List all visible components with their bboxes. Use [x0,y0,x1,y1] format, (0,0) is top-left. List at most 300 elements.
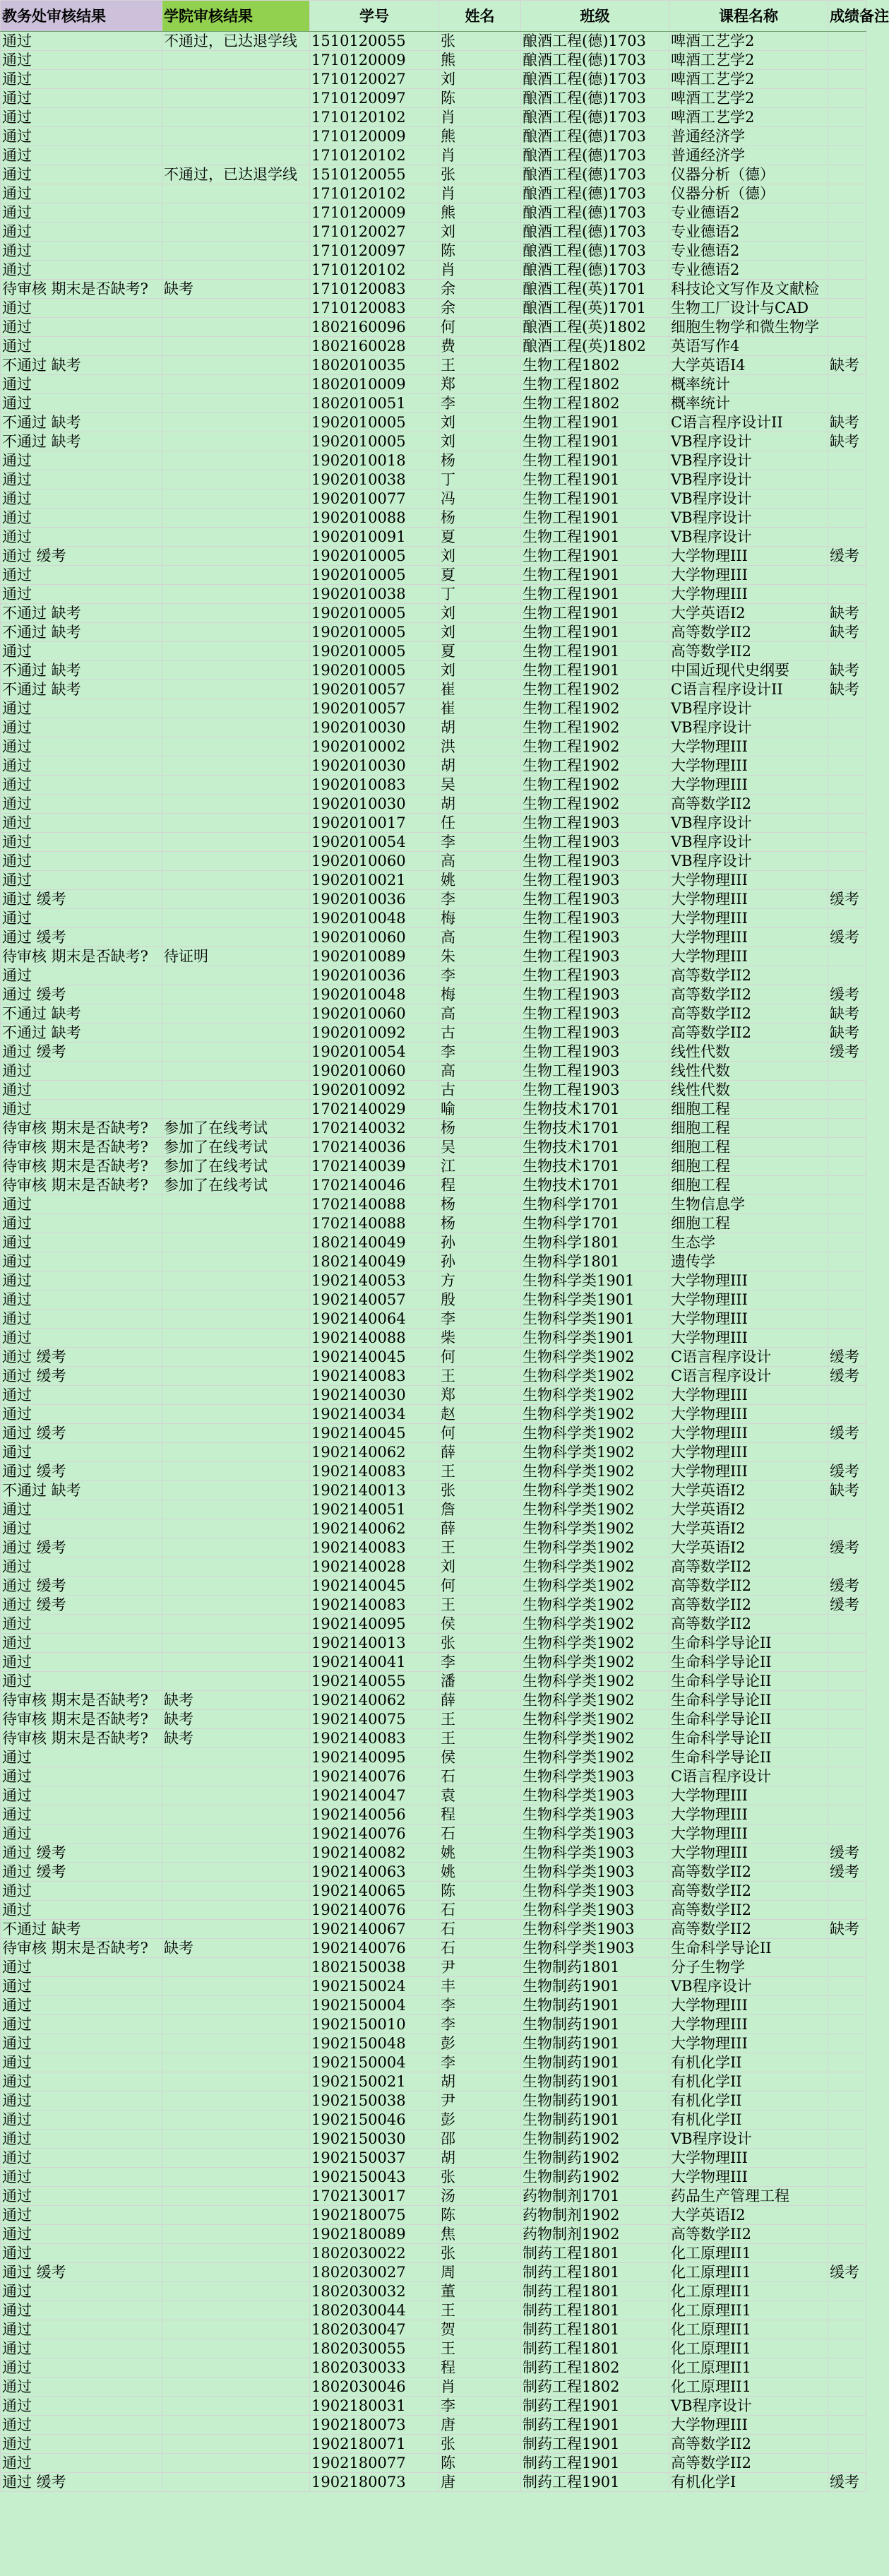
cell-class[interactable]: 酿酒工程(英)1701 [521,299,669,318]
cell-grade-note[interactable]: 缺考 [828,1920,866,1939]
cell-class[interactable]: 生物工程1903 [521,1043,669,1062]
cell-name[interactable]: 夏 [439,642,521,661]
cell-college-review[interactable] [162,737,310,756]
cell-grade-note[interactable] [828,1443,866,1462]
cell-student-id[interactable]: 1902010018 [310,451,439,470]
header-name[interactable]: 姓名 [439,1,521,32]
cell-dean-review[interactable]: 通过 [1,1634,162,1653]
cell-student-id[interactable]: 1902140062 [310,1443,439,1462]
cell-student-id[interactable]: 1710120102 [310,184,439,203]
cell-class[interactable]: 生物工程1901 [521,489,669,509]
cell-dean-review[interactable]: 通过 [1,203,162,222]
cell-student-id[interactable]: 1902140095 [310,1748,439,1767]
cell-class[interactable]: 生物科学类1902 [521,1405,669,1424]
cell-student-id[interactable]: 1702140046 [310,1176,439,1195]
cell-course[interactable]: 啤酒工艺学2 [669,70,828,89]
cell-course[interactable]: 化工原理II1 [669,2320,828,2339]
cell-dean-review[interactable]: 通过 [1,1786,162,1805]
cell-student-id[interactable]: 1702140029 [310,1100,439,1119]
cell-college-review[interactable] [162,432,310,451]
cell-dean-review[interactable]: 通过 [1,1805,162,1824]
cell-student-id[interactable]: 1710120009 [310,127,439,146]
cell-grade-note[interactable]: 缺考 [828,604,866,623]
cell-name[interactable]: 陈 [439,242,521,261]
cell-course[interactable]: 大学物理III [669,1443,828,1462]
cell-student-id[interactable]: 1902010091 [310,528,439,547]
cell-class[interactable]: 酿酒工程(德)1703 [521,32,669,51]
cell-course[interactable]: 大学物理III [669,2416,828,2435]
cell-college-review[interactable] [162,2339,310,2358]
cell-name[interactable]: 喻 [439,1100,521,1119]
cell-college-review[interactable] [162,1538,310,1557]
cell-course[interactable]: VB程序设计 [669,718,828,737]
cell-course[interactable]: VB程序设计 [669,833,828,852]
cell-class[interactable]: 生物科学类1902 [521,1729,669,1748]
cell-college-review[interactable] [162,1577,310,1596]
cell-class[interactable]: 生物科学1701 [521,1214,669,1233]
cell-course[interactable]: 细胞工程 [669,1100,828,1119]
cell-class[interactable]: 生物科学类1901 [521,1271,669,1290]
cell-grade-note[interactable] [828,1615,866,1634]
cell-student-id[interactable]: 1902010005 [310,566,439,585]
cell-college-review[interactable] [162,2378,310,2397]
cell-college-review[interactable] [162,1214,310,1233]
cell-name[interactable]: 程 [439,2358,521,2378]
cell-grade-note[interactable] [828,51,866,70]
cell-student-id[interactable]: 1902010021 [310,871,439,890]
cell-name[interactable]: 肖 [439,2378,521,2397]
cell-dean-review[interactable]: 通过 [1,2358,162,2378]
cell-college-review[interactable] [162,2015,310,2034]
cell-dean-review[interactable]: 通过 缓考 [1,1348,162,1367]
cell-college-review[interactable] [162,413,310,432]
cell-dean-review[interactable]: 通过 [1,585,162,604]
cell-grade-note[interactable] [828,2397,866,2416]
cell-course[interactable]: C语言程序设计 [669,1367,828,1386]
cell-dean-review[interactable]: 通过 [1,2244,162,2263]
cell-class[interactable]: 酿酒工程(英)1802 [521,318,669,337]
cell-class[interactable]: 生物科学类1902 [521,1443,669,1462]
cell-dean-review[interactable]: 通过 [1,1882,162,1901]
cell-dean-review[interactable]: 通过 [1,776,162,795]
cell-college-review[interactable]: 不通过，已达退学线 [162,32,310,51]
cell-name[interactable]: 熊 [439,51,521,70]
cell-college-review[interactable]: 待证明 [162,947,310,966]
cell-dean-review[interactable]: 通过 [1,2435,162,2454]
cell-college-review[interactable]: 不通过，已达退学线 [162,165,310,184]
cell-class[interactable]: 生物科学类1902 [521,1481,669,1500]
cell-student-id[interactable]: 1510120055 [310,165,439,184]
cell-name[interactable]: 王 [439,1538,521,1557]
cell-college-review[interactable] [162,1557,310,1577]
cell-student-id[interactable]: 1702130017 [310,2187,439,2206]
cell-grade-note[interactable] [828,871,866,890]
cell-course[interactable]: 大学英语I2 [669,1538,828,1557]
cell-student-id[interactable]: 1802030046 [310,2378,439,2397]
cell-dean-review[interactable]: 通过 [1,1233,162,1252]
cell-student-id[interactable]: 1902140067 [310,1920,439,1939]
cell-student-id[interactable]: 1710120083 [310,299,439,318]
cell-class[interactable]: 生物科学类1902 [521,1538,669,1557]
cell-college-review[interactable]: 参加了在线考试 [162,1138,310,1157]
cell-dean-review[interactable]: 通过 [1,1310,162,1329]
cell-grade-note[interactable]: 缓考 [828,1596,866,1615]
cell-name[interactable]: 丁 [439,585,521,604]
cell-student-id[interactable]: 1902010057 [310,699,439,718]
cell-dean-review[interactable]: 通过 [1,509,162,528]
cell-student-id[interactable]: 1710120097 [310,89,439,108]
cell-college-review[interactable] [162,356,310,375]
cell-grade-note[interactable]: 缓考 [828,985,866,1004]
cell-grade-note[interactable] [828,337,866,356]
cell-dean-review[interactable]: 通过 缓考 [1,1462,162,1481]
cell-student-id[interactable]: 1802160028 [310,337,439,356]
cell-name[interactable]: 刘 [439,623,521,642]
cell-dean-review[interactable]: 通过 缓考 [1,985,162,1004]
cell-course[interactable]: 仪器分析（德） [669,184,828,203]
cell-class[interactable]: 生物科学类1902 [521,1500,669,1519]
cell-college-review[interactable] [162,2435,310,2454]
cell-grade-note[interactable] [828,1195,866,1214]
cell-dean-review[interactable]: 不通过 缺考 [1,680,162,699]
cell-student-id[interactable]: 1710120102 [310,261,439,280]
cell-course[interactable]: VB程序设计 [669,2130,828,2149]
cell-class[interactable]: 制药工程1801 [521,2282,669,2301]
cell-name[interactable]: 杨 [439,451,521,470]
cell-course[interactable]: 高等数学II2 [669,966,828,985]
cell-student-id[interactable]: 1802140049 [310,1252,439,1271]
cell-college-review[interactable] [162,1023,310,1043]
cell-grade-note[interactable] [828,1062,866,1081]
cell-name[interactable]: 刘 [439,413,521,432]
cell-grade-note[interactable]: 缓考 [828,1367,866,1386]
cell-name[interactable]: 何 [439,1348,521,1367]
cell-class[interactable]: 制药工程1801 [521,2339,669,2358]
cell-grade-note[interactable]: 缓考 [828,1348,866,1367]
cell-dean-review[interactable]: 通过 [1,1195,162,1214]
cell-class[interactable]: 生物制药1901 [521,1996,669,2015]
cell-student-id[interactable]: 1902010017 [310,814,439,833]
cell-student-id[interactable]: 1902010088 [310,509,439,528]
cell-grade-note[interactable] [828,1958,866,1977]
cell-grade-note[interactable] [828,2416,866,2435]
cell-college-review[interactable] [162,375,310,394]
cell-class[interactable]: 制药工程1901 [521,2416,669,2435]
cell-college-review[interactable] [162,299,310,318]
cell-grade-note[interactable] [828,1252,866,1271]
cell-class[interactable]: 生物工程1902 [521,737,669,756]
cell-dean-review[interactable]: 通过 [1,1653,162,1672]
cell-course[interactable]: 大学物理III [669,756,828,776]
cell-student-id[interactable]: 1902150030 [310,2130,439,2149]
cell-name[interactable]: 薛 [439,1519,521,1538]
cell-class[interactable]: 生物技术1701 [521,1138,669,1157]
cell-class[interactable]: 生物科学类1903 [521,1767,669,1786]
cell-class[interactable]: 生物工程1902 [521,699,669,718]
cell-grade-note[interactable] [828,261,866,280]
cell-student-id[interactable]: 1802030044 [310,2301,439,2320]
cell-name[interactable]: 江 [439,1157,521,1176]
cell-name[interactable]: 唐 [439,2416,521,2435]
cell-name[interactable]: 王 [439,1367,521,1386]
cell-college-review[interactable] [162,852,310,871]
cell-student-id[interactable]: 1902150048 [310,2034,439,2053]
cell-class[interactable]: 生物科学类1902 [521,1710,669,1729]
cell-class[interactable]: 制药工程1802 [521,2358,669,2378]
cell-grade-note[interactable] [828,127,866,146]
cell-grade-note[interactable]: 缓考 [828,1462,866,1481]
cell-course[interactable]: 大学物理III [669,566,828,585]
cell-grade-note[interactable] [828,2339,866,2358]
cell-student-id[interactable]: 1802030027 [310,2263,439,2282]
cell-college-review[interactable] [162,2187,310,2206]
cell-course[interactable]: VB程序设计 [669,2397,828,2416]
cell-grade-note[interactable] [828,585,866,604]
cell-student-id[interactable]: 1902150043 [310,2168,439,2187]
cell-name[interactable]: 刘 [439,661,521,680]
cell-college-review[interactable] [162,585,310,604]
cell-dean-review[interactable]: 待审核 期末是否缺考? [1,947,162,966]
cell-student-id[interactable]: 1902140064 [310,1310,439,1329]
cell-name[interactable]: 张 [439,2435,521,2454]
cell-class[interactable]: 制药工程1901 [521,2473,669,2492]
cell-class[interactable]: 生物制药1801 [521,1958,669,1977]
cell-name[interactable]: 吴 [439,1138,521,1157]
cell-course[interactable]: 大学物理III [669,1329,828,1348]
cell-class[interactable]: 生物工程1802 [521,356,669,375]
cell-grade-note[interactable] [828,1119,866,1138]
cell-class[interactable]: 生物工程1903 [521,1004,669,1023]
cell-name[interactable]: 石 [439,1901,521,1920]
cell-college-review[interactable] [162,2358,310,2378]
cell-student-id[interactable]: 1902010060 [310,928,439,947]
cell-college-review[interactable] [162,756,310,776]
cell-student-id[interactable]: 1710120102 [310,108,439,127]
cell-course[interactable]: VB程序设计 [669,814,828,833]
cell-student-id[interactable]: 1802010009 [310,375,439,394]
cell-college-review[interactable] [162,1481,310,1500]
cell-student-id[interactable]: 1902140055 [310,1672,439,1691]
cell-student-id[interactable]: 1710120102 [310,146,439,165]
cell-course[interactable]: 大学英语I2 [669,2206,828,2225]
cell-dean-review[interactable]: 通过 [1,299,162,318]
cell-class[interactable]: 生物制药1901 [521,2053,669,2072]
cell-grade-note[interactable] [828,2378,866,2397]
cell-grade-note[interactable] [828,2168,866,2187]
cell-course[interactable]: 高等数学II2 [669,795,828,814]
cell-student-id[interactable]: 1902140028 [310,1557,439,1577]
cell-college-review[interactable] [162,966,310,985]
cell-student-id[interactable]: 1902010005 [310,642,439,661]
cell-course[interactable]: 有机化学II [669,2072,828,2091]
cell-course[interactable]: 高等数学II2 [669,1882,828,1901]
cell-class[interactable]: 生物工程1901 [521,642,669,661]
cell-grade-note[interactable] [828,1748,866,1767]
cell-grade-note[interactable] [828,2244,866,2263]
cell-grade-note[interactable] [828,146,866,165]
cell-college-review[interactable] [162,2091,310,2111]
cell-class[interactable]: 生物科学类1902 [521,1519,669,1538]
cell-college-review[interactable] [162,222,310,242]
cell-college-review[interactable] [162,1424,310,1443]
cell-grade-note[interactable] [828,1519,866,1538]
cell-class[interactable]: 生物制药1901 [521,2015,669,2034]
cell-name[interactable]: 郑 [439,375,521,394]
cell-dean-review[interactable]: 通过 [1,1824,162,1844]
cell-student-id[interactable]: 1902180073 [310,2473,439,2492]
cell-student-id[interactable]: 1802030032 [310,2282,439,2301]
cell-grade-note[interactable] [828,1824,866,1844]
cell-grade-note[interactable] [828,299,866,318]
cell-name[interactable]: 王 [439,1729,521,1748]
cell-course[interactable]: 生命科学导论II [669,1634,828,1653]
cell-college-review[interactable] [162,833,310,852]
cell-course[interactable]: 大学英语I2 [669,604,828,623]
cell-student-id[interactable]: 1902140041 [310,1653,439,1672]
cell-class[interactable]: 生物科学类1902 [521,1557,669,1577]
cell-course[interactable]: VB程序设计 [669,432,828,451]
cell-college-review[interactable] [162,547,310,566]
cell-dean-review[interactable]: 通过 [1,261,162,280]
cell-dean-review[interactable]: 通过 缓考 [1,1043,162,1062]
cell-college-review[interactable] [162,1443,310,1462]
cell-course[interactable]: 高等数学II2 [669,1004,828,1023]
cell-name[interactable]: 薛 [439,1443,521,1462]
cell-grade-note[interactable] [828,2053,866,2072]
cell-college-review[interactable] [162,661,310,680]
cell-class[interactable]: 生物科学1801 [521,1233,669,1252]
cell-dean-review[interactable]: 通过 [1,394,162,413]
cell-dean-review[interactable]: 通过 [1,2339,162,2358]
cell-college-review[interactable] [162,2244,310,2263]
cell-college-review[interactable] [162,2454,310,2473]
cell-dean-review[interactable]: 通过 [1,2320,162,2339]
cell-student-id[interactable]: 1902150004 [310,2053,439,2072]
cell-name[interactable]: 费 [439,337,521,356]
cell-grade-note[interactable] [828,2130,866,2149]
cell-course[interactable]: VB程序设计 [669,1977,828,1996]
cell-course[interactable]: 大学物理III [669,1805,828,1824]
cell-class[interactable]: 生物工程1902 [521,680,669,699]
cell-class[interactable]: 生物科学类1901 [521,1290,669,1310]
cell-name[interactable]: 何 [439,318,521,337]
cell-grade-note[interactable]: 缓考 [828,1863,866,1882]
cell-grade-note[interactable] [828,737,866,756]
cell-college-review[interactable] [162,985,310,1004]
cell-name[interactable]: 胡 [439,756,521,776]
cell-class[interactable]: 生物工程1903 [521,852,669,871]
cell-class[interactable]: 生物工程1901 [521,432,669,451]
cell-dean-review[interactable]: 通过 缓考 [1,1538,162,1557]
cell-grade-note[interactable] [828,2454,866,2473]
cell-college-review[interactable] [162,1920,310,1939]
cell-grade-note[interactable] [828,756,866,776]
cell-course[interactable]: C语言程序设计II [669,680,828,699]
cell-name[interactable]: 张 [439,2244,521,2263]
cell-class[interactable]: 生物科学类1902 [521,1672,669,1691]
cell-college-review[interactable] [162,2149,310,2168]
cell-class[interactable]: 生物工程1903 [521,909,669,928]
cell-class[interactable]: 生物工程1903 [521,890,669,909]
cell-student-id[interactable]: 1702140032 [310,1119,439,1138]
cell-college-review[interactable]: 缺考 [162,1691,310,1710]
cell-college-review[interactable] [162,1195,310,1214]
cell-name[interactable]: 高 [439,1004,521,1023]
cell-course[interactable]: VB程序设计 [669,699,828,718]
cell-grade-note[interactable] [828,280,866,299]
cell-student-id[interactable]: 1902010005 [310,623,439,642]
cell-grade-note[interactable] [828,2091,866,2111]
cell-class[interactable]: 生物科学类1902 [521,1424,669,1443]
cell-student-id[interactable]: 1902140062 [310,1519,439,1538]
cell-college-review[interactable] [162,1100,310,1119]
cell-dean-review[interactable]: 通过 缓考 [1,1863,162,1882]
cell-dean-review[interactable]: 不通过 缺考 [1,623,162,642]
cell-dean-review[interactable]: 通过 [1,795,162,814]
cell-college-review[interactable] [162,1290,310,1310]
cell-grade-note[interactable] [828,909,866,928]
cell-course[interactable]: 专业德语2 [669,242,828,261]
cell-dean-review[interactable]: 通过 [1,2149,162,2168]
cell-class[interactable]: 生物工程1901 [521,528,669,547]
cell-dean-review[interactable]: 通过 [1,909,162,928]
cell-course[interactable]: 概率统计 [669,394,828,413]
cell-name[interactable]: 高 [439,1062,521,1081]
cell-college-review[interactable] [162,1519,310,1538]
cell-college-review[interactable] [162,2053,310,2072]
cell-college-review[interactable] [162,566,310,585]
cell-class[interactable]: 制药工程1801 [521,2244,669,2263]
cell-name[interactable]: 唐 [439,2473,521,2492]
cell-name[interactable]: 王 [439,2339,521,2358]
cell-course[interactable]: 细胞工程 [669,1138,828,1157]
cell-grade-note[interactable] [828,642,866,661]
cell-class[interactable]: 生物科学类1903 [521,1844,669,1863]
cell-course[interactable]: 中国近现代史纲要 [669,661,828,680]
cell-course[interactable]: 大学物理III [669,1386,828,1405]
cell-grade-note[interactable] [828,2435,866,2454]
cell-name[interactable]: 李 [439,2397,521,2416]
cell-student-id[interactable]: 1902010054 [310,1043,439,1062]
cell-dean-review[interactable]: 待审核 期末是否缺考? [1,1176,162,1195]
cell-course[interactable]: VB程序设计 [669,852,828,871]
cell-dean-review[interactable]: 待审核 期末是否缺考? [1,280,162,299]
cell-grade-note[interactable] [828,394,866,413]
cell-student-id[interactable]: 1902010030 [310,718,439,737]
cell-class[interactable]: 生物科学类1902 [521,1653,669,1672]
cell-course[interactable]: 大学物理III [669,1424,828,1443]
cell-name[interactable]: 丰 [439,1977,521,1996]
cell-class[interactable]: 酿酒工程(德)1703 [521,70,669,89]
cell-grade-note[interactable] [828,1653,866,1672]
cell-course[interactable]: 大学物理III [669,2149,828,2168]
cell-dean-review[interactable]: 通过 [1,2111,162,2130]
cell-name[interactable]: 李 [439,1310,521,1329]
cell-course[interactable]: 高等数学II2 [669,1557,828,1577]
cell-course[interactable]: 啤酒工艺学2 [669,51,828,70]
cell-class[interactable]: 生物科学类1902 [521,1386,669,1405]
cell-dean-review[interactable]: 通过 [1,2378,162,2397]
cell-student-id[interactable]: 1902010089 [310,947,439,966]
cell-course[interactable]: 高等数学II2 [669,1615,828,1634]
cell-grade-note[interactable] [828,1805,866,1824]
cell-student-id[interactable]: 1510120055 [310,32,439,51]
header-course[interactable]: 课程名称 [669,1,828,32]
cell-course[interactable]: 大学物理III [669,928,828,947]
cell-class[interactable]: 生物工程1901 [521,604,669,623]
cell-college-review[interactable]: 参加了在线考试 [162,1176,310,1195]
cell-grade-note[interactable] [828,1329,866,1348]
